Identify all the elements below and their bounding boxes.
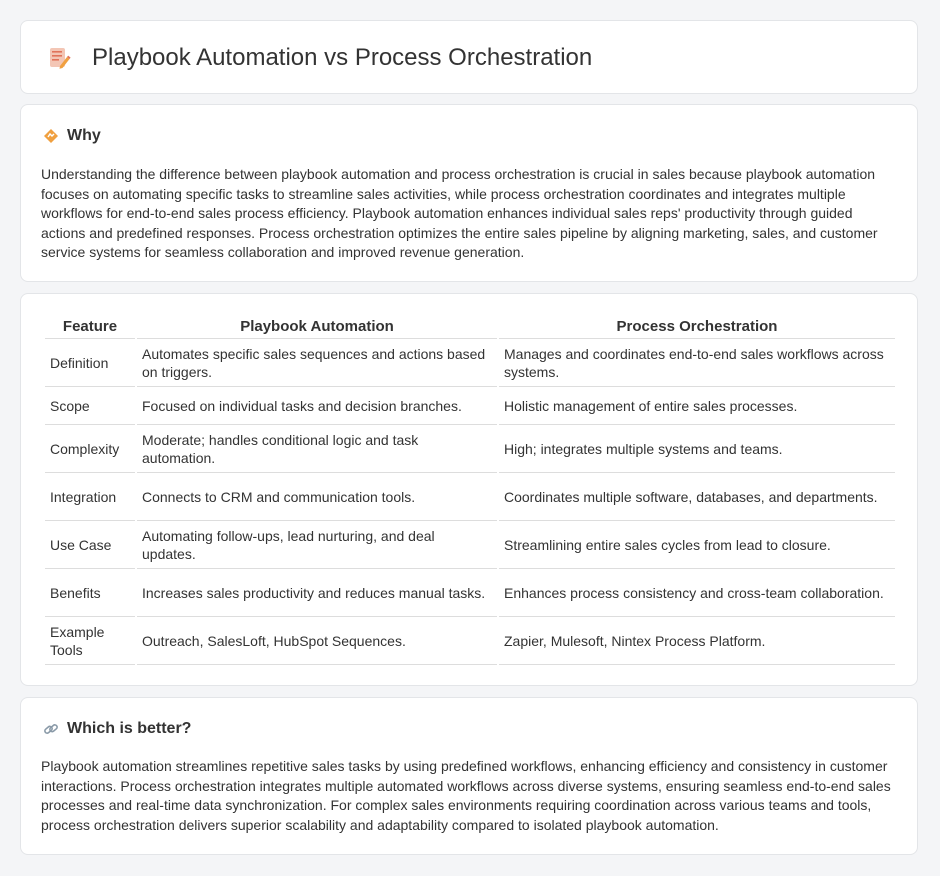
playbook-cell: Increases sales productivity and reduces manual tasks. (137, 569, 497, 617)
orchestration-cell: Coordinates multiple software, databases, and departments. (499, 473, 895, 521)
comparison-table-section (20, 293, 918, 686)
feature-cell: Complexity (45, 425, 135, 473)
table-row (45, 617, 895, 665)
table-row (45, 473, 895, 521)
feature-cell: Definition (45, 339, 135, 387)
feature-cell: Example Tools (45, 617, 135, 665)
orchestration-cell: Holistic management of entire sales processes. (499, 387, 895, 425)
table-row (45, 521, 895, 569)
playbook-cell: Connects to CRM and communication tools. (137, 473, 497, 521)
diamond-icon (43, 128, 59, 144)
header-process-orchestration: Process Orchestration (499, 314, 895, 339)
feature-cell: Scope (45, 387, 135, 425)
playbook-cell: Focused on individual tasks and decision branches. (137, 387, 497, 425)
table-row (45, 339, 895, 387)
table-row (45, 569, 895, 617)
playbook-cell: Automates specific sales sequences and actions based on triggers. (137, 339, 497, 387)
comparison-table (43, 314, 897, 665)
header-card (20, 20, 918, 94)
orchestration-cell: Zapier, Mulesoft, Nintex Process Platform. (499, 617, 895, 665)
why-heading-label: Why (67, 127, 101, 144)
playbook-cell: Automating follow-ups, lead nurturing, and deal updates. (137, 521, 497, 569)
page-title: Playbook Automation vs Process Orchestration (92, 44, 593, 71)
table-row (45, 425, 895, 473)
table-row (45, 387, 895, 425)
table-header-row (45, 314, 895, 339)
better-heading (43, 720, 191, 738)
playbook-cell: Moderate; handles conditional logic and task automation. (137, 425, 497, 473)
playbook-cell: Outreach, SalesLoft, HubSpot Sequences. (137, 617, 497, 665)
link-icon (43, 721, 59, 737)
feature-cell: Benefits (45, 569, 135, 617)
which-is-better-section (20, 697, 918, 855)
why-section (20, 104, 918, 282)
header-feature: Feature (45, 314, 135, 339)
why-text: Understanding the difference between playbook automation and process orchestration is crucial in sales because playbook automation focuses on automating specific tasks to streamline sales activities, while process orchestration coordinates and integrates multiple workflows for end-to-end sales process efficiency. Playbook automation enhances individual sales reps' productivity through guided actions and predefined responses. Process orchestration optimizes the entire sales pipeline by aligning marketing, sales, and customer service systems for seamless collaboration and improved revenue generation. (41, 166, 878, 260)
feature-cell: Integration (45, 473, 135, 521)
document-pencil-icon (47, 45, 71, 71)
better-text: Playbook automation streamlines repetitive sales tasks by using predefined workflows, enhancing efficiency and consistency in customer interactions. Process orchestration integrates multiple automated workflows across diverse systems, ensuring seamless end-to-end sales processes and real-time data synchronization. For complex sales environments requiring coordination across various teams and tools, process orchestration delivers superior scalability and adaptability compared to isolated playbook automation. (41, 758, 891, 833)
feature-cell: Use Case (45, 521, 135, 569)
better-heading-label: Which is better? (67, 720, 192, 737)
header-playbook-automation: Playbook Automation (137, 314, 497, 339)
orchestration-cell: Streamlining entire sales cycles from lead to closure. (499, 521, 895, 569)
orchestration-cell: Enhances process consistency and cross-team collaboration. (499, 569, 895, 617)
why-heading (43, 127, 101, 145)
orchestration-cell: Manages and coordinates end-to-end sales workflows across systems. (499, 339, 895, 387)
orchestration-cell: High; integrates multiple systems and teams. (499, 425, 895, 473)
